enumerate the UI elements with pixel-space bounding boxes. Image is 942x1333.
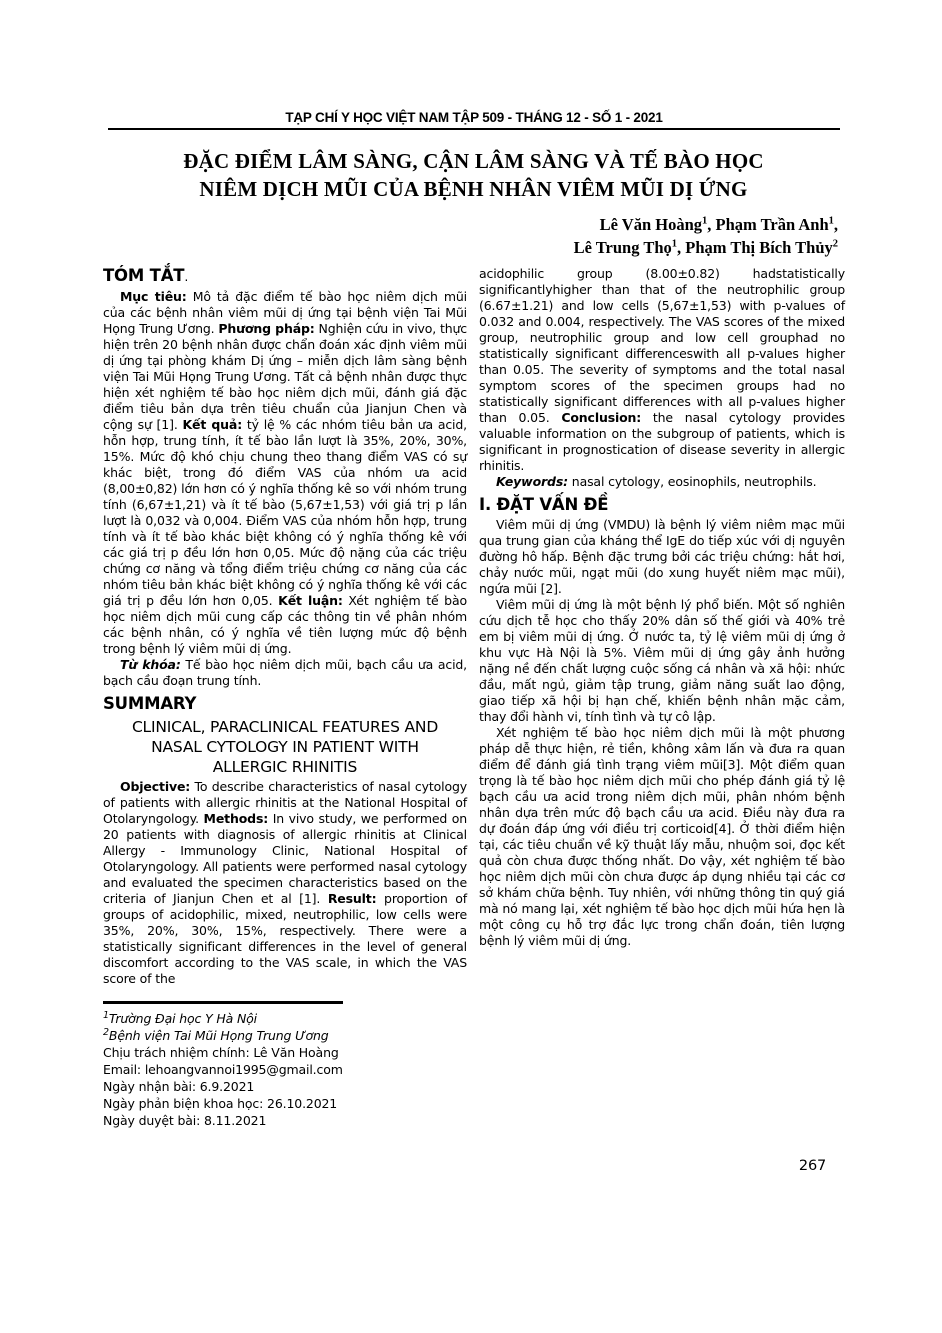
right-column — [479, 266, 845, 1129]
tomtat-heading-text: TÓM TẮT — [103, 266, 185, 285]
keywords-vi-text: Tế bào học niêm dịch mũi, bạch cầu ưa acid, bạch cầu đoạn trung tính. — [103, 657, 468, 688]
footnote-affiliation-text: Bệnh viện Tai Mũi Họng Trung Ương — [108, 1028, 329, 1043]
author-name: , Phạm Trần Anh — [707, 215, 829, 234]
article-title-line2: NIÊM DỊCH MŨI CỦA BỆNH NHÂN VIÊM MŨI DỊ ỨNG — [199, 177, 748, 201]
footnote-corresponding-author: Chịu trách nhiệm chính: Lê Văn Hoàng — [103, 1045, 339, 1060]
author-affiliation-sup: 1 — [702, 215, 708, 227]
summary-title-line: CLINICAL, PARACLINICAL FEATURES AND — [131, 718, 439, 736]
journal-running-head — [108, 110, 840, 130]
two-column-body — [103, 266, 845, 1129]
keywords-en-paragraph — [479, 474, 845, 490]
author-affiliation-sup: 1 — [671, 238, 677, 250]
summary-title — [103, 717, 467, 777]
abstract-vi-paragraph — [103, 289, 467, 657]
footnote-block — [103, 1001, 467, 1129]
author-name: Lê Văn Hoàng — [599, 215, 703, 234]
abstract-vi-text: Mô tả đặc điểm tế bào học niêm dịch mũi của các bệnh nhân viêm mũi dị ứng tại bệnh viện Tai Mũi Họng Trung Ương. — [103, 289, 467, 336]
footnote-divider — [103, 1001, 343, 1004]
author-line-2 — [574, 236, 838, 259]
keywords-en-label: Keywords: — [496, 474, 568, 489]
footnote-received-date: Ngày nhận bài: 6.9.2021 — [103, 1079, 255, 1094]
summary-en-text: acidophilic group (8.00±0.82) hadstatistically significantlyhigher than that of the neutrophilic group (6.67±1.21) and low cells (5,67±1,53) with p-values of 0.032 and 0.004, respectively. The VAS scores of the mixed group, neutrophilic group and low cell grouphad no statistically significant differenceswith all p-values higher than 0.05. The severity of symptoms and the total nasal symptom scores of the specimen groups had no statistically significant differences with all p-values higher than 0.05. — [479, 266, 845, 425]
footnote-accepted-date: Ngày duyệt bài: 8.11.2021 — [103, 1113, 267, 1128]
author-name: Lê Trung Thọ — [573, 238, 672, 257]
summary-en-text: In vivo study, we performed on 20 patients with diagnosis of allergic rhinitis at Clinical Allergy - Immunology Clinic, National Hospital of Otolaryngology. All patients were performed nasal cytology and evaluated the specimen characteristics based on the criteria of Jianjun Chen et al [1]. — [103, 811, 468, 906]
label-result: Result: — [327, 891, 377, 906]
footnote-affiliation-2 — [103, 1027, 467, 1044]
tomtat-heading — [103, 266, 467, 287]
author-affiliation-sup: 2 — [832, 238, 838, 250]
footnote-email: Email: lehoangvannoi1995@gmail.com — [103, 1062, 343, 1077]
label-conclusion: Conclusion: — [561, 410, 642, 425]
article-title-line1: ĐẶC ĐIỂM LÂM SÀNG, CẬN LÂM SÀNG VÀ TẾ BÀO HỌC — [183, 149, 764, 173]
summary-en-text: the nasal cytology provides valuable information on the subgroup of patients, which is significant in prognostication of disease severity in allergic rhinitis. — [479, 410, 845, 473]
abstract-vi-text: tỷ lệ % các nhóm tiêu bản ưa acid, hỗn hợp, trung tính, ít tế bào lần lượt là 35%, 20%, 30%, 15%. Mức độ khó chịu chung theo thang điểm VAS có sự khác biệt, trong đó điểm VAS của nhóm ưa acid (8,00±0,82) lớn hơn có ý nghĩa thống kê so với nhóm trung tính (6,67±1,21) và ít tế bào (5,67±1,53) với giá trị p lần lượt là 0,032 và 0,004. Điểm VAS của nhóm hỗn hợp, trung tính và ít tế bào khác biệt không có ý nghĩa thống kê với các giá trị p đều lớn hơn 0,05. Mức độ nặng của các triệu chứng cơ năng và tổng điểm triệu chứng cơ năng của các nhóm tiêu bản khác biệt không có ý nghĩa thống kê với các giá trị p đều lớn hơn 0,05. — [103, 417, 467, 608]
author-affiliation-sup: 1 — [828, 215, 834, 227]
abstract-vi-text: Xét nghiệm tế bào học niêm dịch mũi cung cấp các thông tin về phân nhóm các bệnh nhân, có ý nghĩa về tiên lượng mức độ bệnh trong bệnh lý viêm mũi dị ứng. — [103, 593, 467, 656]
intro-heading: I. ĐẶT VẤN ĐỀ — [479, 495, 609, 514]
article-title — [105, 147, 842, 203]
keywords-en-text: nasal cytology, eosinophils, neutrophils. — [567, 474, 817, 489]
keywords-vi-paragraph — [103, 657, 467, 689]
left-column — [103, 266, 467, 1129]
label-phuong-phap: Phương pháp: — [218, 321, 315, 336]
tomtat-heading-dot: . — [184, 269, 189, 284]
label-objective: Objective: — [120, 779, 191, 794]
label-ket-luan: Kết luận: — [278, 593, 343, 608]
label-ket-qua: Kết quả: — [182, 417, 243, 432]
summary-title-line: ALLERGIC RHINITIS — [212, 758, 358, 776]
label-muc-tieu: Mục tiêu: — [120, 289, 187, 304]
footnote-sup: 2 — [103, 1026, 109, 1038]
intro-paragraph-2: Viêm mũi dị ứng là một bệnh lý phổ biến. Một số nghiên cứu dịch tễ học cho thấy 20% dân số thế giới và 40% trẻ em bị viêm mũi dị ứng. Ở nước ta, tỷ lệ viêm mũi dị ứng ở khu vực Hà Nội là 5%. Viêm mũi dị ứng gây ảnh hưởng nặng nề đến chất lượng cuộc sống cá nhân và xã hội: nhức đầu, mất ngủ, giảm tập trung, giảm năng suất lao động, giao tiếp xã hội bị hạn chế, khiến bệnh nhân mặc cảm, thay đổi hành vi, tính tình và tự cô lập. — [479, 597, 845, 724]
footnote-affiliation-text: Trường Đại học Y Hà Nội — [108, 1011, 257, 1026]
author-separator: , — [833, 215, 838, 234]
summary-en-paragraph-1 — [103, 779, 467, 987]
intro-paragraph-3: Xét nghiệm tế bào học niêm dịch mũi là một phương pháp dễ thực hiện, rẻ tiền, không xâm lấn và đưa ra quan điểm để đánh giá tình trạng viêm mũi[3]. Một điểm quan trọng là tế bào học niêm dịch mũi cho phép đánh giá tỷ lệ bạch cầu ưa acid trong niêm dịch mũi, phân nhóm bệnh nhân dựa trên mức độ bạch cầu ưa acid. Điều này đưa ra dự đoán đáp ứng với điều trị corticoid[4]. Ở thời điểm hiện tại, các tiêu chuẩn về kỹ thuật lấy mẫu, nhuộm soi, đọc kết quả còn chưa được thống nhất. Do vậy, xét nghiệm tế bào học niêm dịch mũi còn chưa được áp dụng nhiều tại các cơ sở khám chữa bệnh. Tuy nhiên, với những thông tin quý giá mà nó mang lại, xét nghiệm tế bào học dịch mũi hứa hẹn là một công cụ hỗ trợ đắc lực trong chẩn đoán, tiên lượng bệnh lý viêm mũi dị ứng. — [479, 725, 845, 948]
footnote-sup: 1 — [103, 1009, 109, 1021]
journal-header-text: TẠP CHÍ Y HỌC VIỆT NAM TẬP 509 - THÁNG 12 - SỐ 1 - 2021 — [285, 110, 663, 125]
author-name: , Phạm Thị Bích Thủy — [677, 238, 833, 257]
summary-en-text: proportion of groups of acidophilic, mixed, neutrophilic, low cells were 35%, 20%, 30%, 15%, respectively. There were a statistically significant differences in the level of general discomfort according to the VAS scale, in which the VAS score of the — [103, 891, 467, 986]
author-line-1 — [574, 213, 838, 236]
footnote-affiliation-1 — [103, 1010, 467, 1027]
summary-title-line: NASAL CYTOLOGY IN PATIENT WITH — [151, 738, 419, 756]
intro-paragraph-1: Viêm mũi dị ứng (VMDU) là bệnh lý viêm niêm mạc mũi qua trung gian của kháng thể IgE do tiếp xúc với dị nguyên đường hô hấp. Bệnh đặc trưng bởi các triệu chứng: hắt hơi, chảy nước mũi, ngạt mũi (do xung huyết niêm mạc mũi), ngứa mũi [2]. — [479, 517, 845, 596]
page-number: 267 — [798, 1158, 826, 1174]
abstract-vi-text: Nghiện cứu in vivo, thực hiện trên 20 bệnh nhân được chẩn đoán xác định viêm mũi dị ứng tại phòng khám Dị ứng – miễn dịch lâm sàng bệnh viện Tai Mũi Họng Trung Ương. Tất cả bệnh nhân được thực hiện xét nghiệm tế bào học niêm dịch mũi, đánh giá đặc điểm tiêu bản dựa trên tiêu chuẩn của Jianjun Chen và cộng sự [1]. — [103, 321, 467, 432]
authors-block — [574, 213, 838, 259]
footnote-review-date: Ngày phản biện khoa học: 26.10.2021 — [103, 1096, 338, 1111]
summary-en-text: To describe characteristics of nasal cytology of patients with allergic rhinitis at the National Hospital of Otolaryngology. — [103, 779, 467, 826]
label-methods: Methods: — [203, 811, 269, 826]
summary-en-paragraph-2 — [479, 266, 845, 474]
summary-heading: SUMMARY — [103, 694, 197, 713]
keywords-vi-label: Từ khóa: — [120, 657, 181, 672]
